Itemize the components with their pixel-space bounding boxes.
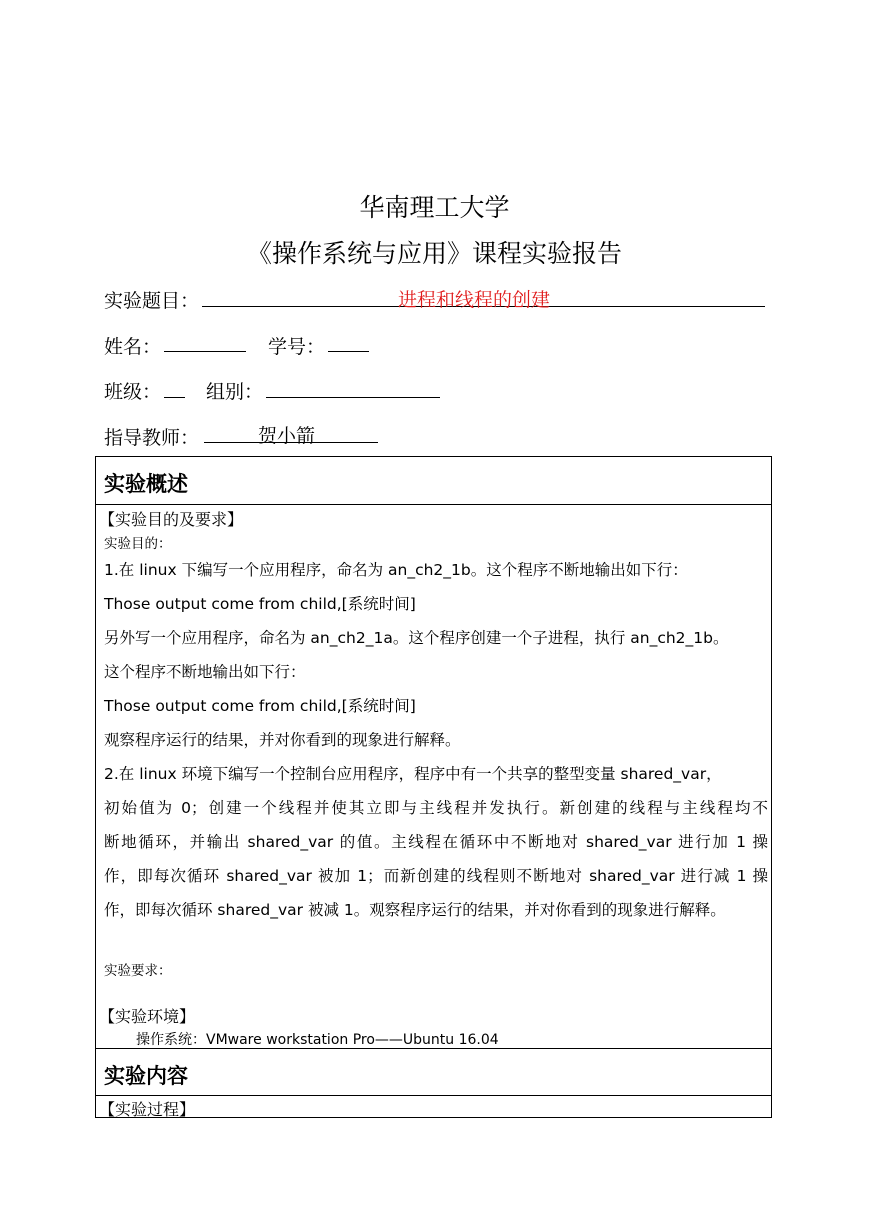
purpose-line: 2.在 linux 环境下编写一个控制台应用程序，程序中有一个共享的整型变量 shared_var， [104,765,722,783]
class-label: 班级： [104,381,162,403]
group-label: 组别： [206,381,264,403]
class-underline [164,397,185,398]
overview-title: 实验概述 [104,472,188,496]
group-underline [266,397,440,398]
teacher-value: 贺小箭 [258,425,316,447]
content-title: 实验内容 [104,1064,188,1088]
purpose-line: 这个程序不断地输出如下行： [104,663,306,681]
purpose-line: 观察程序运行的结果，并对你看到的现象进行解释。 [104,731,461,749]
purpose-text [104,553,768,927]
topic-value: 进程和线程的创建 [398,289,551,311]
divider [96,1048,771,1049]
env-heading: 【实验环境】 [99,1007,196,1026]
purpose-line: Those output come from child,[系统时间] [104,595,416,613]
process-heading: 【实验过程】 [99,1100,196,1119]
purpose-line: Those output come from child,[系统时间] [104,697,416,715]
topic-label: 实验题目： [104,290,200,312]
purpose-label: 实验目的： [104,536,172,552]
purpose-line: 另外写一个应用程序，命名为 an_ch2_1a。这个程序创建一个子进程，执行 an_ch2_1b。 [104,629,729,647]
divider [96,1095,771,1096]
report-table [95,456,772,1118]
divider [96,504,771,505]
student-id-label: 学号： [268,336,326,358]
purpose-line: 作，即每次循环 shared_var 被加 1；而新创建的线程则不断地对 shared_var 进行减 1 操 [104,867,768,885]
name-underline [164,351,246,352]
purpose-heading: 【实验目的及要求】 [99,510,244,529]
student-id-underline [328,351,369,352]
env-text: 操作系统：VMware workstation Pro——Ubuntu 16.04 [136,1032,499,1048]
university-title: 华南理工大学 [359,193,510,222]
teacher-label: 指导教师： [104,427,200,449]
course-report-title: 《操作系统与应用》课程实验报告 [246,239,622,268]
name-label: 姓名： [104,336,162,358]
purpose-line: 1.在 linux 下编写一个应用程序，命名为 an_ch2_1b。这个程序不断地输出如下行： [104,561,688,579]
requirement-label: 实验要求： [104,963,172,979]
purpose-line: 断地循环，并输出 shared_var 的值。主线程在循环中不断地对 shared_var 进行加 1 操 [104,833,768,851]
purpose-line: 初始值为 0；创建一个线程并使其立即与主线程并发执行。新创建的线程与主线程均不 [104,799,768,817]
purpose-line: 作，即每次循环 shared_var 被减 1。观察程序运行的结果，并对你看到的现象进行解释。 [104,901,726,919]
